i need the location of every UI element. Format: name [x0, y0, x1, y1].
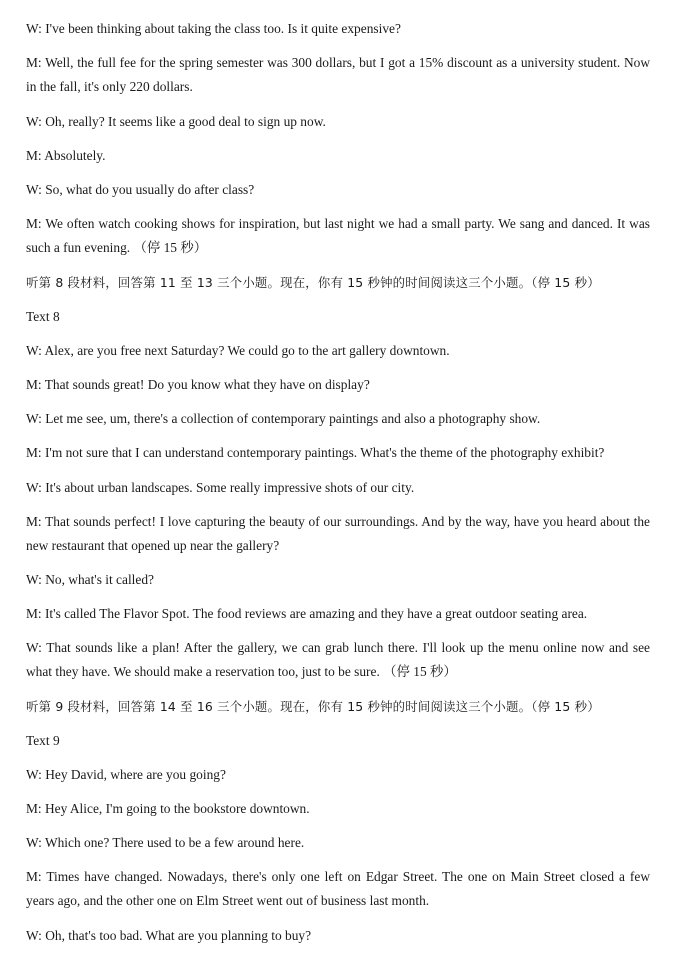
section-heading: Text 9: [26, 733, 60, 748]
dialogue-line: W: Oh, that's too bad. What are you planning to buy?: [26, 928, 312, 943]
dialogue-line: M: Times have changed. Nowadays, there's only one left on Edgar Street. The one on Main Street closed a few years ago, and the other one on Elm Street went out of business last month.: [26, 869, 650, 908]
dialogue-line: M: We often watch cooking shows for inspiration, but last night we had a small party. We sang and danced. It was such a fun evening. （停 15 秒）: [26, 216, 650, 255]
dialogue-line: M: That sounds great! Do you know what they have on display?: [26, 377, 370, 392]
dialogue-line: W: Hey David, where are you going?: [26, 767, 226, 782]
dialogue-line: W: Which one? There used to be a few around here.: [26, 835, 305, 850]
instruction-line: 听第 9 段材料，回答第 14 至 16 三个小题。现在，你有 15 秒钟的时间阅读这三个小题。（停 15 秒）: [26, 699, 600, 714]
dialogue-line: W: So, what do you usually do after class?: [26, 182, 255, 197]
dialogue-line: W: That sounds like a plan! After the gallery, we can grab lunch there. I'll look up the menu online now and see what they have. We should make a reservation too, just to be sure. （停 15 秒）: [26, 640, 650, 679]
dialogue-line: W: I've been thinking about taking the class too. Is it quite expensive?: [26, 21, 401, 36]
dialogue-line: W: Alex, are you free next Saturday? We could go to the art gallery downtown.: [26, 343, 450, 358]
dialogue-line: W: Let me see, um, there's a collection of contemporary paintings and also a photography show.: [26, 411, 541, 426]
instruction-line: 听第 8 段材料，回答第 11 至 13 三个小题。现在，你有 15 秒钟的时间阅读这三个小题。（停 15 秒）: [26, 275, 600, 290]
dialogue-line: W: Oh, really? It seems like a good deal to sign up now.: [26, 114, 326, 129]
dialogue-line: M: I'm not sure that I can understand contemporary paintings. What's the theme of the photography exhibit?: [26, 445, 605, 460]
dialogue-line: M: Hey Alice, I'm going to the bookstore downtown.: [26, 801, 310, 816]
dialogue-line: W: No, what's it called?: [26, 572, 154, 587]
dialogue-line: W: It's about urban landscapes. Some really impressive shots of our city.: [26, 480, 415, 495]
dialogue-line: M: Absolutely.: [26, 148, 106, 163]
dialogue-line: M: That sounds perfect! I love capturing the beauty of our surroundings. And by the way, have you heard about the new restaurant that opened up near the gallery?: [26, 514, 650, 553]
section-heading: Text 8: [26, 309, 60, 324]
dialogue-line: M: It's called The Flavor Spot. The food reviews are amazing and they have a great outdoor seating area.: [26, 606, 588, 621]
dialogue-line: M: Well, the full fee for the spring semester was 300 dollars, but I got a 15% discount as a university student. Now in the fall, it's only 220 dollars.: [26, 55, 650, 94]
